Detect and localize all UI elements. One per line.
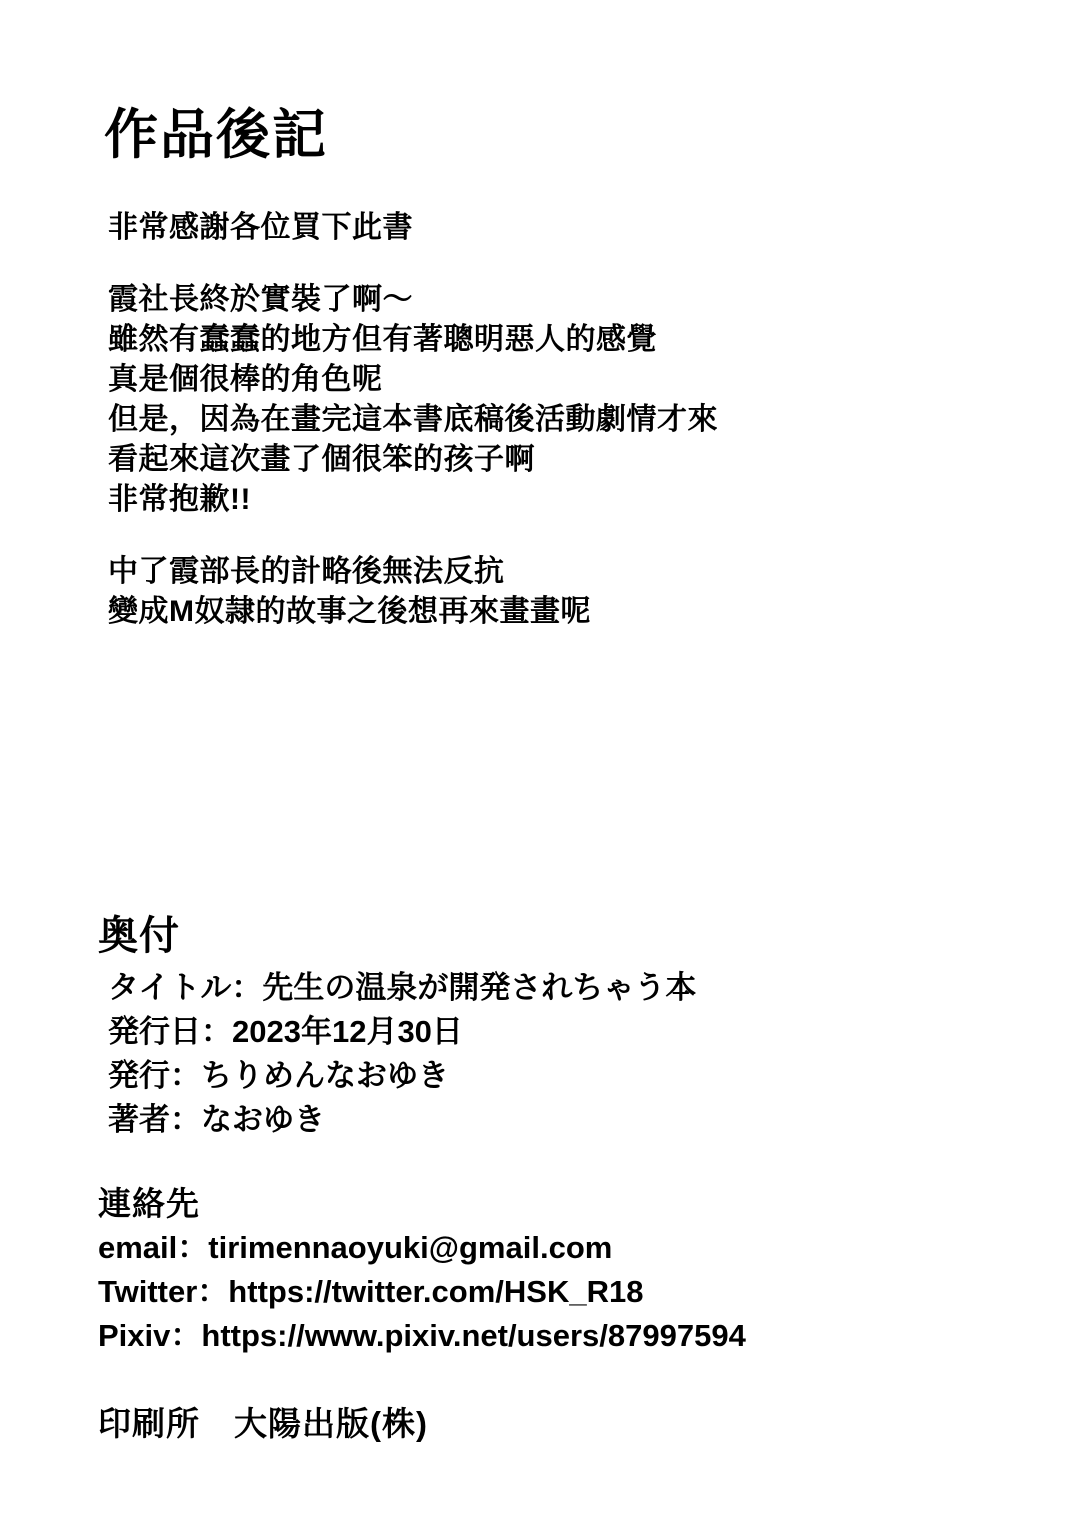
contact-entry: Pixiv：https://www.pixiv.net/users/87997594 — [98, 1318, 746, 1353]
colophon-heading: 奥付 — [98, 914, 180, 958]
afterword-line: 中了霞部長的計略後無法反抗 — [108, 555, 505, 588]
colophon-entry: 著者：なおゆき — [108, 1102, 325, 1137]
colophon-entry: 発行：ちりめんなおゆき — [108, 1058, 449, 1093]
afterword-line: 雖然有蠢蠢的地方但有著聰明惡人的感覺 — [108, 323, 657, 356]
colophon-entries — [98, 966, 998, 1142]
printer-line: 印刷所 大陽出版(株) — [98, 1405, 428, 1442]
colophon-entry: 発行日：2023年12月30日 — [108, 1014, 463, 1049]
afterword-line: 非常抱歉!! — [108, 483, 251, 516]
colophon-entry: タイトル：先生の温泉が開発されちゃう本 — [108, 970, 697, 1005]
contact-entry: Twitter：https://twitter.com/HSK_R18 — [98, 1274, 644, 1309]
afterword-line: 變成M奴隷的故事之後想再來畫畫呢 — [108, 595, 591, 628]
contact-section — [98, 1182, 1018, 1358]
paragraph-spacer — [108, 520, 968, 552]
afterword-body — [108, 208, 968, 632]
afterword-line: 霞社長終於實裝了啊～ — [108, 283, 413, 316]
colophon-section — [98, 912, 998, 1142]
contact-entries — [98, 1226, 1018, 1358]
afterword-line: 真是個很棒的角色呢 — [108, 363, 383, 396]
contact-heading: 連絡先 — [98, 1185, 200, 1222]
page-title: 作品後記 — [104, 105, 328, 166]
paragraph-spacer — [108, 248, 968, 280]
afterword-line: 看起來這次畫了個很笨的孩子啊 — [108, 443, 535, 476]
afterword-line: 非常感謝各位買下此書 — [108, 211, 413, 244]
afterword-line: 但是，因為在畫完這本書底稿後活動劇情才來 — [108, 403, 718, 436]
contact-entry: email：tirimennaoyuki@gmail.com — [98, 1230, 613, 1265]
